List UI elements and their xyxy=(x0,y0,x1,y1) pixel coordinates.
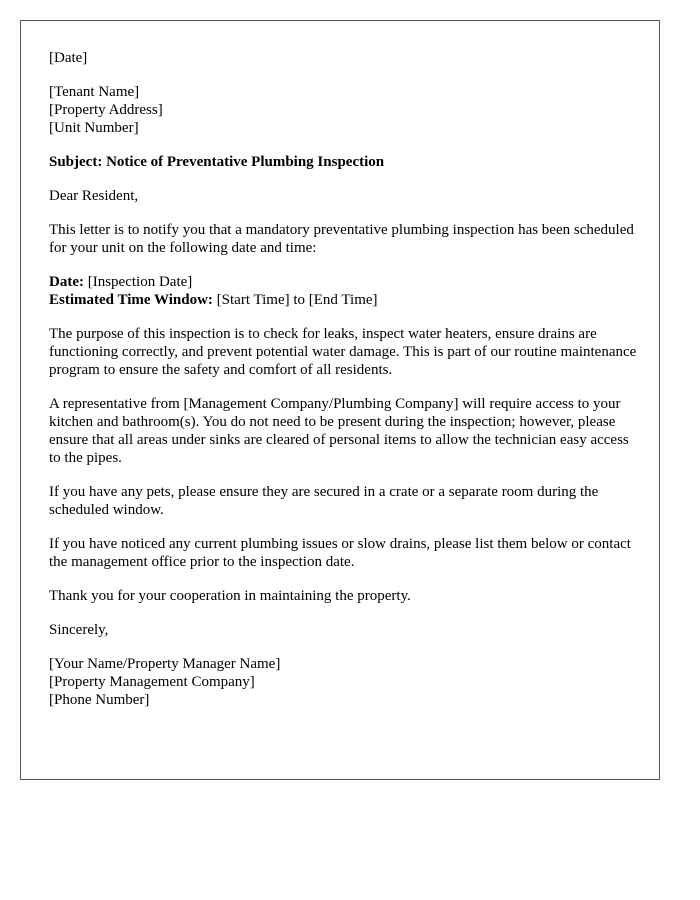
letter-subject: Subject: Notice of Preventative Plumbing Inspection xyxy=(49,154,385,170)
purpose-paragraph: The purpose of this inspection is to check for leaks, inspect water heaters, ensure drains are functioning correctly, and prevent potential water damage. This is part of our routine maintenance program to ensure the safety and comfort of all residents. xyxy=(49,326,637,378)
intro-paragraph: This letter is to notify you that a mandatory preventative plumbing inspection has been scheduled for your unit on the following date and time: xyxy=(49,222,634,256)
signer-name: [Your Name/Property Manager Name] xyxy=(49,656,281,672)
time-window-line xyxy=(49,291,639,309)
letter-body xyxy=(49,49,639,725)
signer-company: [Property Management Company] xyxy=(49,674,255,690)
thanks-paragraph: Thank you for your cooperation in maintaining the property. xyxy=(49,588,411,604)
unit-number: [Unit Number] xyxy=(49,120,139,136)
property-address: [Property Address] xyxy=(49,102,163,118)
signature-block xyxy=(49,655,639,709)
issues-paragraph: If you have noticed any current plumbing issues or slow drains, please list them below or contact the management office prior to the inspection date. xyxy=(49,536,631,570)
time-window-label: Estimated Time Window: xyxy=(49,292,213,308)
closing: Sincerely, xyxy=(49,622,109,638)
recipient-block xyxy=(49,83,639,137)
schedule-block xyxy=(49,273,639,309)
tenant-name: [Tenant Name] xyxy=(49,84,140,100)
letter-date: [Date] xyxy=(49,50,88,66)
salutation: Dear Resident, xyxy=(49,188,139,204)
letter-page xyxy=(20,20,660,780)
time-window-value: [Start Time] to [End Time] xyxy=(212,292,378,308)
inspection-date-line xyxy=(49,273,639,291)
pets-paragraph: If you have any pets, please ensure they are secured in a crate or a separate room during the scheduled window. xyxy=(49,484,599,518)
access-paragraph: A representative from [Management Company/Plumbing Company] will require access to your kitchen and bathroom(s). You do not need to be present during the inspection; however, please ensure that all areas under sinks are cleared of personal items to allow the technician easy access to the pipes. xyxy=(49,396,629,466)
date-value: [Inspection Date] xyxy=(83,274,193,290)
date-label: Date: xyxy=(49,274,84,290)
signer-phone: [Phone Number] xyxy=(49,692,150,708)
